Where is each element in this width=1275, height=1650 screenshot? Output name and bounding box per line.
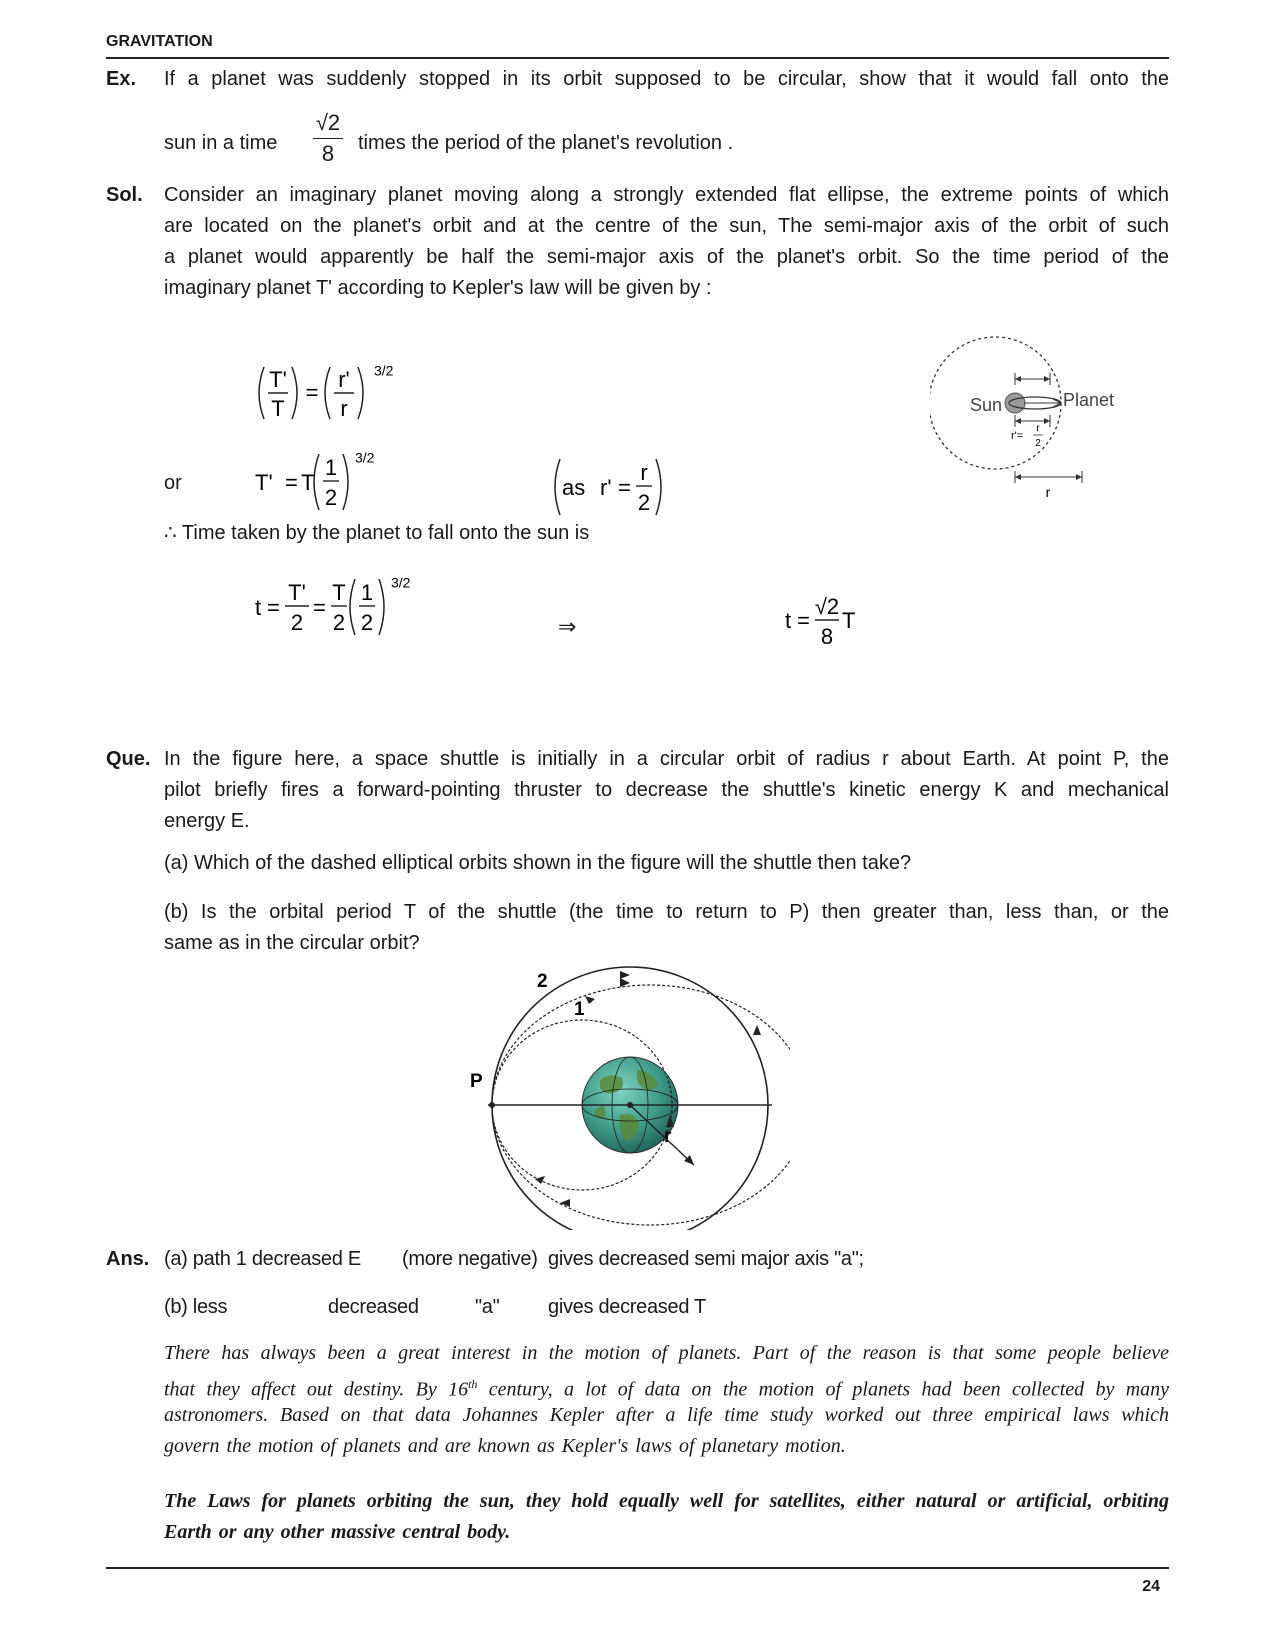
equation-as-rprime (548, 455, 668, 525)
solution-line-2: are located on the planet's orbit and at the centre of the sun, The semi-major axis of the orbit of such (164, 215, 1169, 237)
footer-rule (106, 1567, 1169, 1569)
solution-line-1: Consider an imaginary planet moving along a strongly extended flat ellipse, the extreme points of which (164, 184, 1169, 206)
header-rule (106, 57, 1169, 59)
italic-line-2-before: that they affect out destiny. By 16 (164, 1378, 469, 1401)
implies-symbol: ⇒ (558, 614, 577, 639)
solution-label: Sol. (106, 184, 143, 206)
eq3-one: 1 (360, 580, 374, 605)
bold-paragraph-line-2: Earth or any other massive central body. (164, 1521, 511, 1543)
example-label: Ex. (106, 68, 137, 90)
answer-a-col-2: (more negative) (402, 1248, 538, 1270)
eq-equals-1: = (305, 380, 319, 405)
paren-left-2 (325, 367, 330, 419)
eq4-T: T (842, 608, 856, 633)
eq-exponent-1: 3/2 (374, 362, 394, 379)
eq3-two-3: 2 (360, 610, 374, 635)
question-line-1: In the figure here, a space shuttle is initially in a circular orbit of radius r about Earth. At point P, the (164, 748, 1169, 770)
italic-paragraph-line-1: There has always been a great interest in the motion of planets. Part of the reason is that some people believe (164, 1342, 1169, 1364)
question-part-b-line-1: (b) Is the orbital period T of the shuttle (the time to return to P) then greater than, less than, or the (164, 901, 1169, 923)
as-equals: = (618, 475, 631, 500)
arrow-circle-top-icon (620, 971, 630, 979)
answer-b-col-1: (b) less (164, 1296, 228, 1318)
question-part-a: (a) Which of the dashed elliptical orbits shown in the figure will the shuttle then take? (164, 852, 912, 874)
eq4-eight: 8 (820, 624, 834, 649)
eq4-t: t (785, 608, 792, 633)
eq2-equals: = (285, 470, 298, 495)
italic-paragraph-line-3: astronomers. Based on that data Johannes Kepler after a life time study worked out three empirical laws which (164, 1404, 1169, 1426)
eq2-two: 2 (324, 485, 338, 510)
eq3-paren-right (379, 579, 384, 635)
italic-paragraph-line-4: govern the motion of planets and are known as Kepler's laws of planetary motion. (164, 1435, 846, 1457)
eq2-paren-right (343, 454, 348, 510)
eq-tprime: T' (269, 367, 287, 392)
eq3-exponent: 3/2 (391, 575, 411, 591)
eq3-equals-2: = (313, 595, 326, 620)
eq3-t: t (255, 595, 262, 620)
eq-r: r (340, 396, 348, 421)
answer-b-col-2: decreased (328, 1296, 419, 1318)
solution-line-4: imaginary planet T' according to Kepler's law will be given by : (164, 277, 712, 299)
answer-b-col-4: gives decreased T (548, 1296, 706, 1318)
eq4-equals: = (797, 608, 810, 633)
solution-line-3: a planet would apparently be half the semi-major axis of the planet's orbit. So the time period of the (164, 246, 1169, 268)
therefore-line: ∴ Time taken by the planet to fall onto the sun is (164, 522, 590, 544)
fraction-bar (313, 138, 343, 139)
eq2-tprime: T' (255, 470, 273, 495)
italic-line-2-sup: th (468, 1377, 478, 1391)
earth-center-dot (627, 1102, 633, 1108)
page-number: 24 (1142, 1578, 1160, 1595)
rprime-num: r (1036, 423, 1040, 434)
eq2-t: T (301, 470, 315, 495)
label-1: 1 (574, 999, 585, 1020)
question-part-b-line-2: same as in the circular orbit? (164, 932, 420, 954)
eq3-two-2: 2 (332, 610, 346, 635)
rprime-den: 2 (1035, 438, 1041, 449)
sun-planet-diagram (930, 335, 1170, 510)
as-paren-left (555, 459, 560, 515)
point-p-dot (489, 1102, 495, 1108)
paren-left-1 (259, 367, 264, 419)
eq2-paren-left (314, 454, 319, 510)
rprime-label: r'= (1011, 430, 1024, 442)
fraction-denominator: 8 (321, 141, 335, 166)
shuttle-orbit-diagram (470, 965, 790, 1230)
question-line-3: energy E. (164, 810, 250, 832)
eq3-equals-1: = (267, 595, 280, 620)
as-paren-right (656, 459, 661, 515)
as-r: r (640, 460, 648, 485)
italic-line-2-after: century, a lot of data on the motion of planets had been collected by many (477, 1378, 1170, 1401)
answer-a-col-3: gives decreased semi major axis "a"; (548, 1248, 864, 1270)
label-p: P (470, 1071, 483, 1092)
paren-right-2 (358, 367, 363, 419)
answer-a-col-1: (a) path 1 decreased E (164, 1248, 361, 1270)
or-label: or (164, 472, 182, 494)
equation-result (785, 590, 875, 660)
eq3-paren-left (350, 579, 355, 635)
equation-kepler-ratio (250, 355, 400, 435)
question-label: Que. (106, 748, 151, 770)
planet-label: Planet (1063, 390, 1115, 410)
as-rprime: r' (600, 475, 612, 500)
eq2-exponent: 3/2 (355, 450, 375, 466)
as-text: as (562, 475, 586, 500)
example-fraction (310, 110, 346, 167)
eq4-sqrt2: √2 (814, 594, 840, 619)
answer-label: Ans. (106, 1248, 150, 1270)
answer-b-col-3: "a" (475, 1296, 500, 1318)
example-line-1: If a planet was suddenly stopped in its orbit supposed to be circular, show that it would fall onto the (164, 68, 1169, 90)
r-label: r (1045, 484, 1051, 500)
eq3-T: T (332, 580, 346, 605)
example-line-2-before: sun in a time (164, 132, 278, 154)
label-2: 2 (537, 971, 548, 992)
eq-t: T (271, 396, 285, 421)
sun-icon (1005, 393, 1025, 413)
label-r: r (664, 1126, 672, 1147)
as-two: 2 (637, 490, 651, 515)
question-line-2: pilot briefly fires a forward-pointing thruster to decrease the shuttle's kinetic energy K and mechanical (164, 779, 1169, 801)
arrow-right-icon (753, 1025, 761, 1035)
equation-period (255, 450, 385, 525)
arrow-path-1-icon (585, 996, 595, 1004)
bold-paragraph-line-1: The Laws for planets orbiting the sun, they hold equally well for satellites, either natural or artificial, orbiting (164, 1490, 1169, 1512)
equation-fall-time (255, 575, 435, 650)
running-header: GRAVITATION (106, 33, 213, 50)
eq-rprime: r' (338, 367, 350, 392)
example-line-2-after: times the period of the planet's revolution . (358, 132, 734, 154)
fraction-numerator: √2 (315, 110, 341, 135)
sun-label: Sun (970, 395, 1003, 415)
arrow-bottom-left-icon (535, 1176, 545, 1184)
eq3-tprime: T' (288, 580, 306, 605)
eq3-two-1: 2 (290, 610, 304, 635)
paren-right-1 (292, 367, 297, 419)
eq2-one: 1 (324, 455, 338, 480)
